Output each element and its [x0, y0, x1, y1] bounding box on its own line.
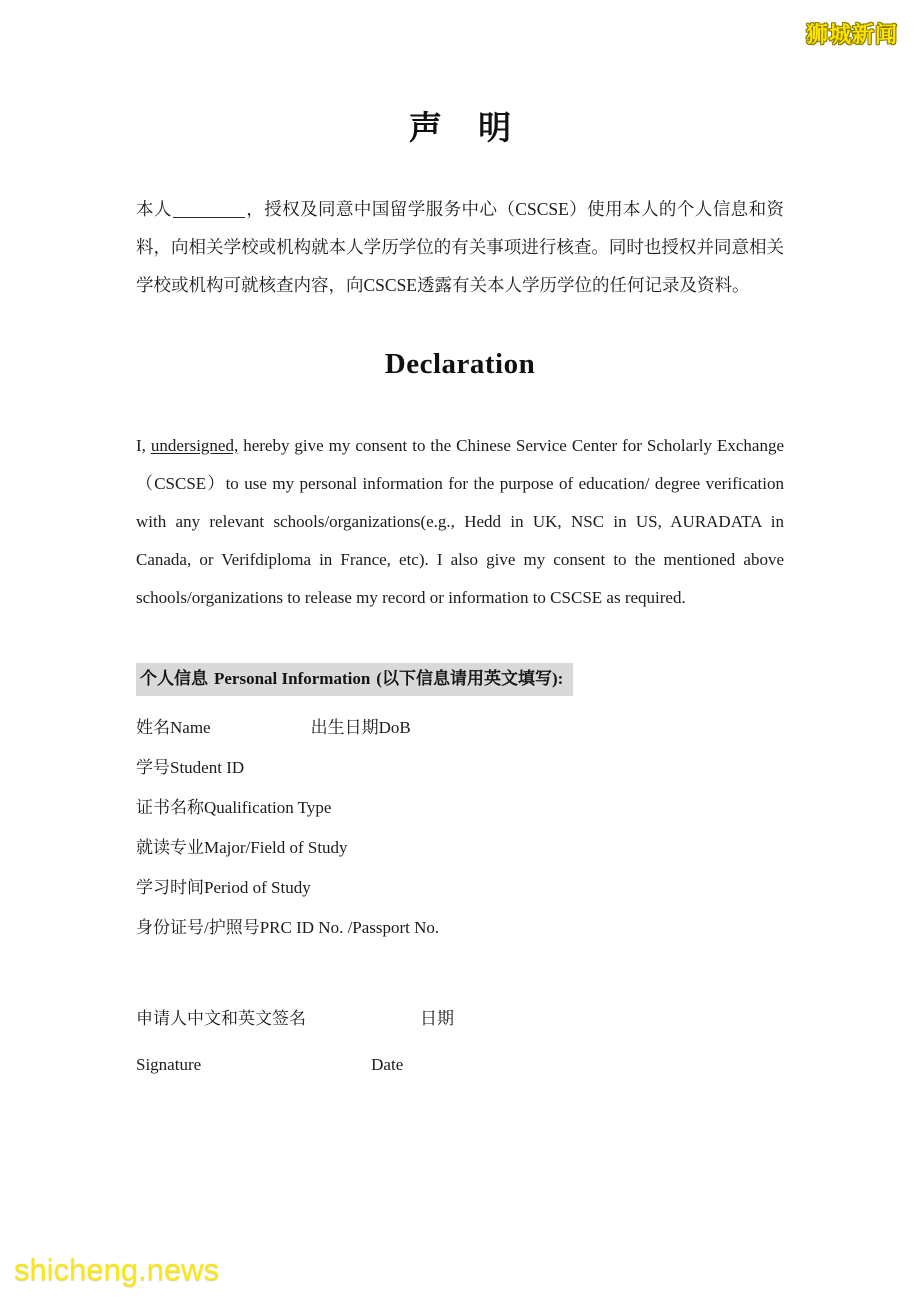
field-row-name [136, 708, 784, 748]
signature-row-chinese [136, 996, 784, 1042]
document-content [136, 0, 784, 1088]
consent-paragraph-chinese-body: ，授权及同意中国留学服务中心（CSCSE）使用本人的个人信息和资料，向相关学校或机构就本人学历学位的有关事项进行核查。同时也授权并同意相关学校或机构可就核查内容，向CSCSE透露有关本人学历学位的任何记录及资料。 [136, 198, 785, 295]
field-label-name: 姓名Name [136, 717, 211, 737]
consent-paragraph-chinese [136, 190, 784, 304]
date-label-chinese: 日期 [420, 1008, 454, 1028]
signature-block [136, 996, 784, 1088]
page-title-english: Declaration [384, 347, 536, 380]
page-title-chinese: 声 明 [408, 111, 526, 147]
signature-row-english [136, 1042, 784, 1088]
consent-paragraph-english [136, 427, 784, 617]
section-header-label-chinese: 个人信息 [140, 668, 208, 688]
field-row-period-of-study [136, 868, 784, 908]
field-label-id-passport: 身份证号/护照号PRC ID No. /Passport No. [136, 917, 440, 937]
section-header-label-english: Personal Information [214, 668, 371, 688]
field-row-student-id [136, 748, 784, 788]
watermark-top-right: 狮城新闻 [805, 22, 898, 47]
signature-label-english: Signature [136, 1054, 202, 1074]
personal-information-fields [136, 708, 784, 948]
section-header-note: (以下信息请用英文填写): [376, 668, 564, 688]
field-label-student-id: 学号Student ID [136, 757, 245, 777]
signature-label-chinese: 申请人中文和英文签名 [136, 1008, 306, 1028]
field-row-id-passport [136, 908, 784, 948]
field-label-qualification-type: 证书名称Qualification Type [136, 797, 332, 817]
field-label-major: 就读专业Major/Field of Study [136, 837, 348, 857]
personal-information-section-header [136, 663, 573, 696]
watermark-bottom-left: shicheng.news [14, 1252, 220, 1287]
date-label-english: Date [371, 1054, 404, 1074]
consent-paragraph-chinese-lead: 本人 [136, 198, 172, 219]
consent-paragraph-english-body: hereby give my consent to the Chinese Service Center for Scholarly Exchange（CSCSE）to use my personal information for the purpose of education/ degree verification with any relevant schools/organizations(e.g., Hedd in UK, NSC in US, AURADATA in Canada, or Verifdiploma in France, etc). I also give my consent to the mentioned above schools/organizations to release my record or information to CSCSE as required. [136, 435, 785, 607]
consent-paragraph-english-lead: I, [136, 435, 146, 455]
field-row-major [136, 828, 784, 868]
field-row-qualification-type [136, 788, 784, 828]
field-label-period-of-study: 学习时间Period of Study [136, 877, 311, 897]
name-blank-underline[interactable] [173, 217, 245, 218]
undersigned-underlined-text: undersigned, [150, 435, 239, 455]
field-label-dob: 出生日期DoB [310, 717, 411, 737]
